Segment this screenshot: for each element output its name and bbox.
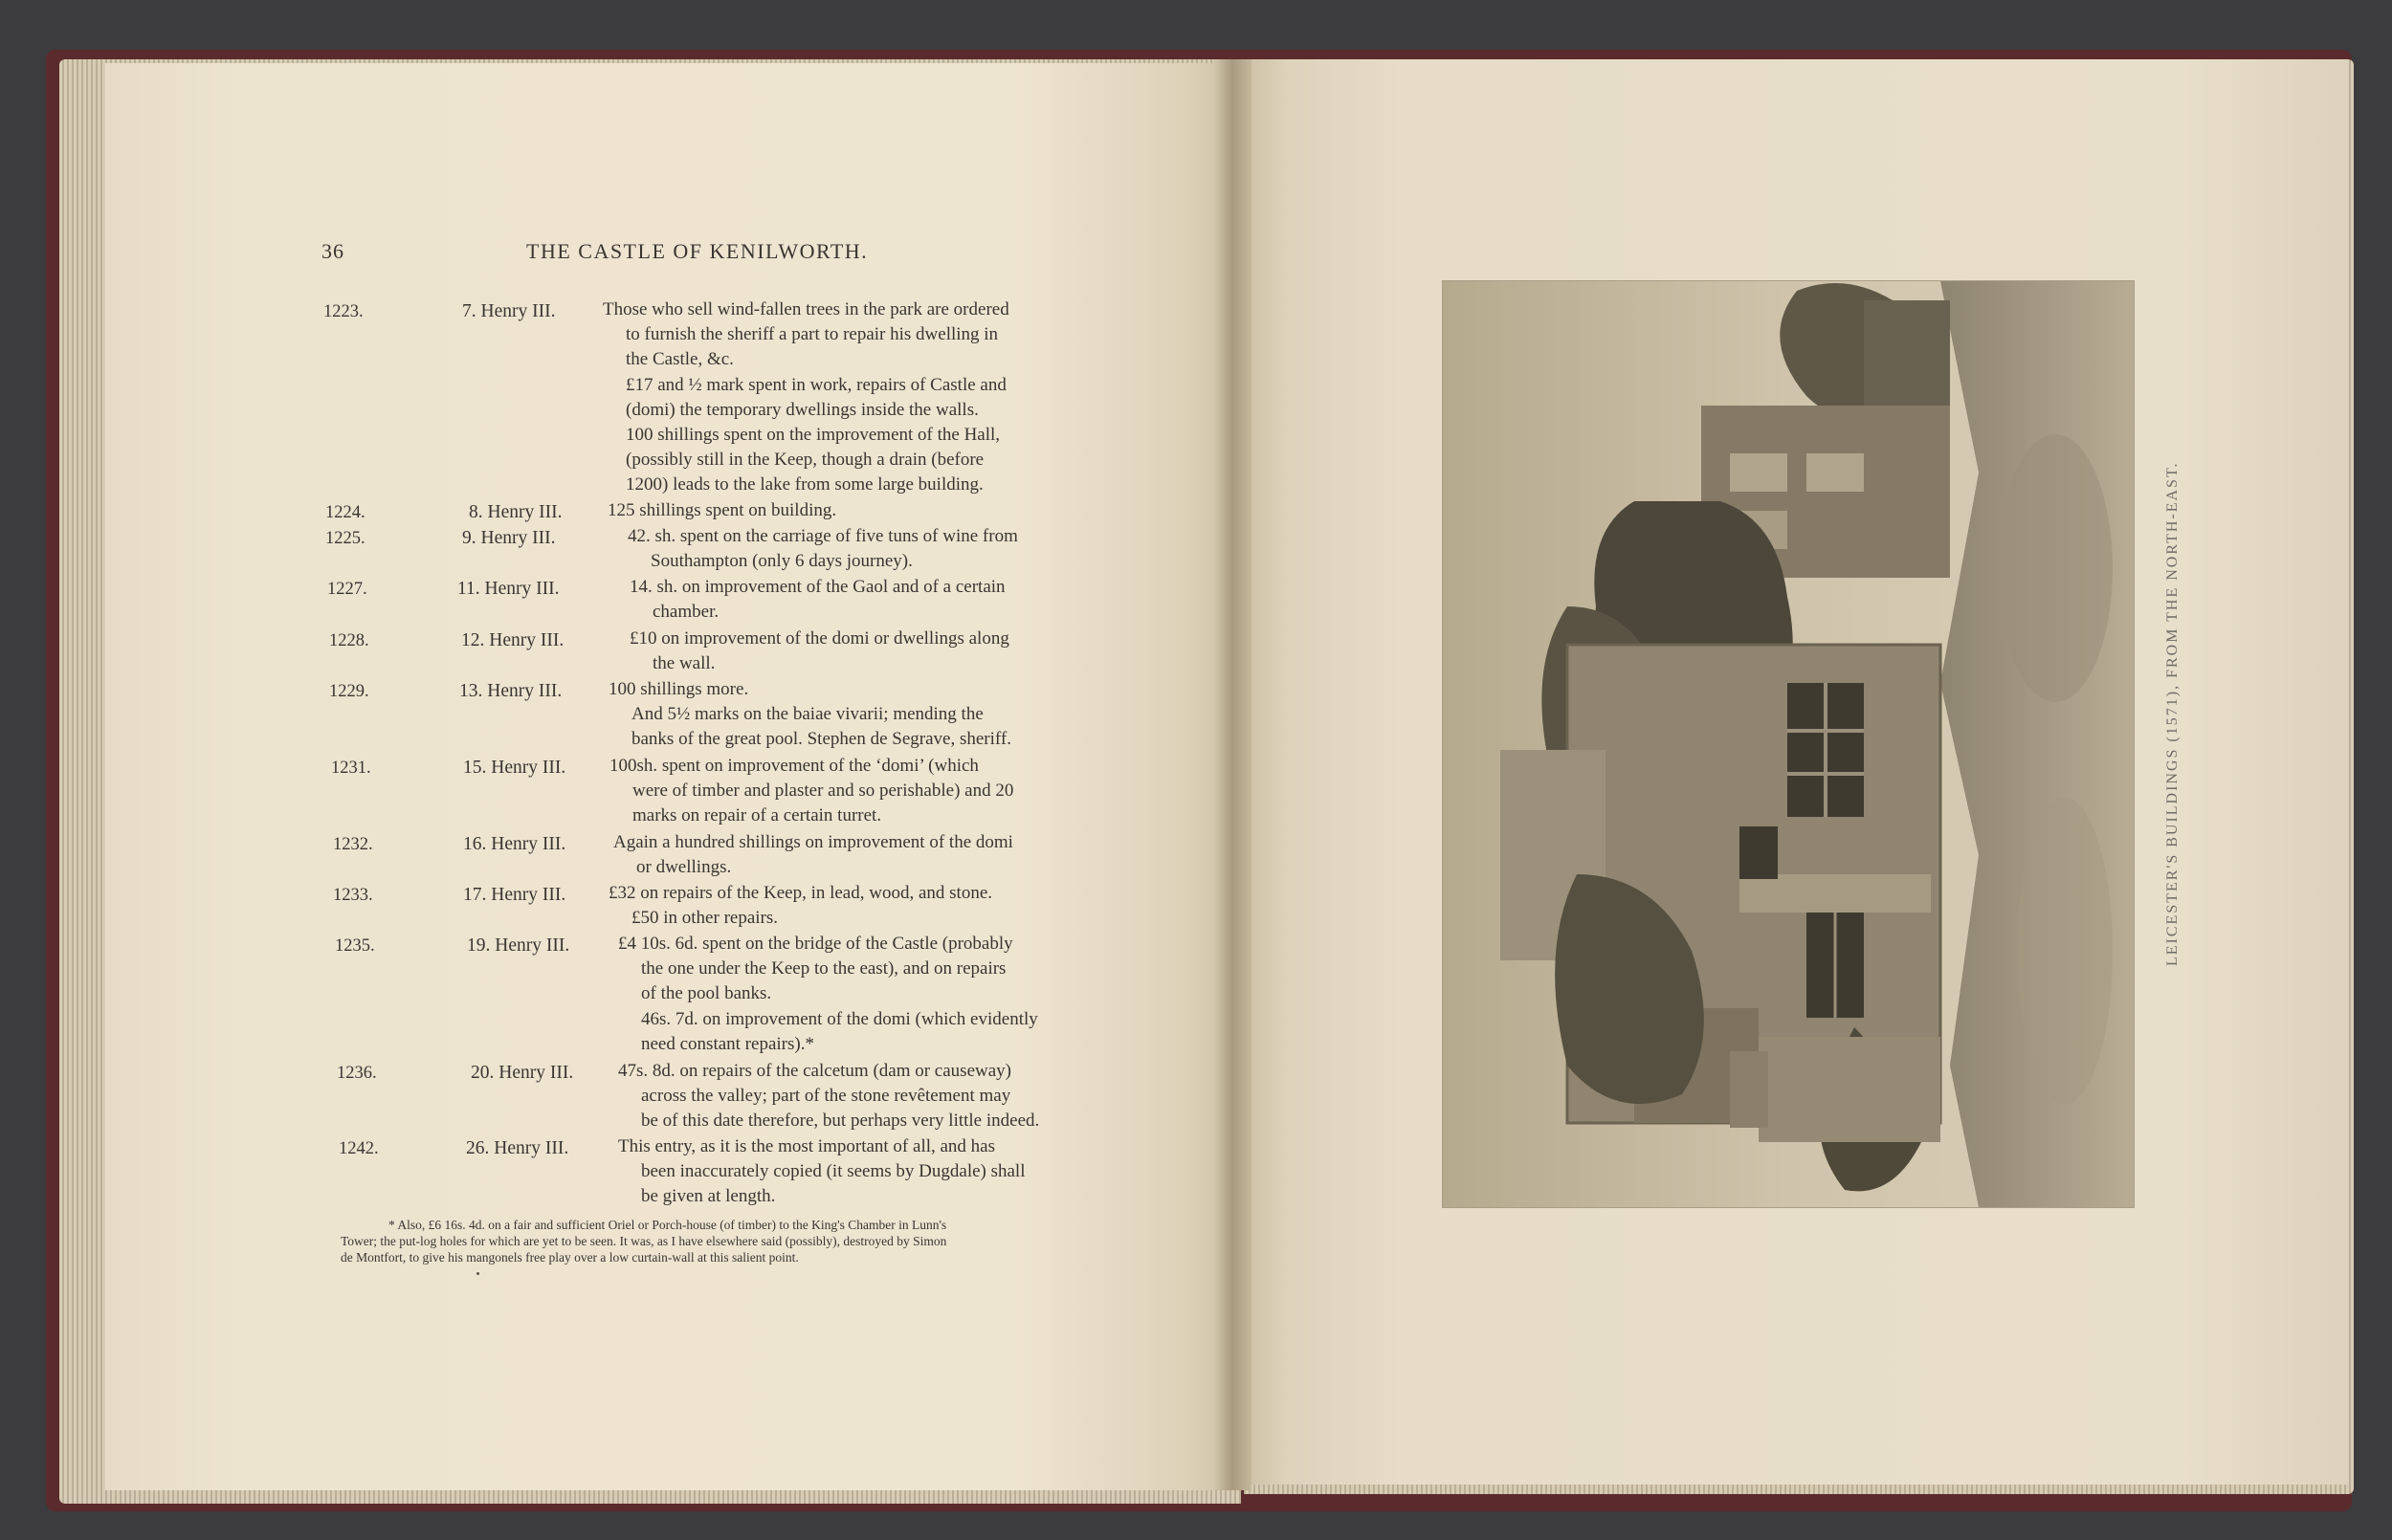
entry-year: 1227.: [327, 580, 367, 599]
entry-text-line: be given at length.: [641, 1186, 776, 1207]
tower: [1759, 1037, 1940, 1142]
entry-text-line: marks on repair of a certain turret.: [632, 805, 882, 826]
book-gutter: [1213, 59, 1251, 1490]
entry-text-line: be of this date therefore, but perhaps very little indeed.: [641, 1111, 1040, 1132]
entry-text-line: chamber.: [653, 602, 720, 623]
entry-text-line: (possibly still in the Keep, though a drain (before: [626, 450, 985, 471]
entry-text-line: 14. sh. on improvement of the Gaol and of a certain: [630, 577, 1006, 597]
entry-text-line: £50 in other repairs.: [631, 908, 779, 929]
window: [1739, 826, 1778, 879]
entry-text-line: Again a hundred shillings on improvement of the domi: [613, 832, 1013, 852]
entry-text-line: across the valley; part of the stone revêtement may: [641, 1086, 1011, 1107]
entry-year: 1228.: [329, 631, 369, 650]
entry-year: 1229.: [329, 682, 369, 701]
entry-regnal-year: 7. Henry III.: [462, 301, 556, 321]
entry-regnal-year: 16. Henry III.: [463, 834, 566, 854]
entry-regnal-year: 9. Henry III.: [462, 528, 556, 548]
entry-text-line: the wall.: [653, 653, 716, 674]
entry-text-line: 100sh. spent on improvement of the ‘domi’ (which: [609, 756, 979, 776]
footnote-line: * Also, £6 16s. 4d. on a fair and sufficient Oriel or Porch-house (of timber) to the King's Chamber in Lunn's: [388, 1218, 947, 1232]
entry-regnal-year: 8. Henry III.: [469, 502, 563, 522]
entry-text-line: banks of the great pool. Stephen de Segrave, sheriff.: [631, 729, 1011, 750]
entry-text-line: been inaccurately copied (it seems by Dugdale) shall: [641, 1161, 1026, 1182]
entry-year: 1225.: [325, 529, 365, 548]
entry-text-line: the one under the Keep to the east), and on repairs: [641, 958, 1007, 979]
entry-text-line: 100 shillings more.: [609, 679, 749, 699]
entry-text-line: 46s. 7d. on improvement of the domi (which evidently: [641, 1008, 1038, 1029]
plate-caption: LEICESTER'S BUILDINGS (1571), FROM THE NORTH-EAST.: [2164, 461, 2181, 966]
entry-text-line: £32 on repairs of the Keep, in lead, wood, and stone.: [609, 883, 993, 903]
entry-regnal-year: 15. Henry III.: [463, 758, 566, 778]
entry-text-line: of the pool banks.: [641, 983, 772, 1004]
entry-text-line: need constant repairs).*: [641, 1033, 814, 1054]
entry-text-line: Southampton (only 6 days journey).: [651, 551, 913, 572]
pen-mark: [476, 1272, 479, 1275]
entry-text-line: £17 and ½ mark spent in work, repairs of Castle and: [626, 374, 1007, 395]
entry-year: 1235.: [335, 936, 375, 956]
left-page: [105, 63, 1244, 1490]
footnote-line: Tower; the put-log holes for which are yet to be seen. It was, as I have elsewhere said (possibly), destroyed by Simon: [341, 1234, 947, 1248]
entry-year: 1224.: [325, 503, 365, 522]
entry-text-line: 125 shillings spent on building.: [608, 500, 837, 520]
show-through-text: [1619, 237, 1626, 259]
entry-text-line: £4 10s. 6d. spent on the bridge of the Castle (probably: [618, 934, 1013, 954]
entry-regnal-year: 17. Henry III.: [463, 885, 566, 905]
entry-year: 1233.: [333, 886, 373, 905]
entry-text-line: £10 on improvement of the domi or dwellings along: [630, 628, 1009, 649]
entry-text-line: 47s. 8d. on repairs of the calcetum (dam or causeway): [618, 1061, 1011, 1081]
entry-year: 1231.: [331, 759, 371, 778]
footnote-line: de Montfort, to give his mangonels free play over a low curtain-wall at this salient point.: [341, 1250, 799, 1265]
page-number: 36: [321, 239, 344, 263]
entry-text-line: 42. sh. spent on the carriage of five tuns of wine from: [628, 526, 1018, 546]
entry-text-line: And 5½ marks on the baiae vivarii; mending the: [631, 704, 984, 725]
entry-year: 1242.: [339, 1139, 379, 1158]
entry-text-line: or dwellings.: [636, 857, 732, 878]
entry-text-line: were of timber and plaster and so perishable) and 20: [632, 781, 1014, 802]
entry-regnal-year: 26. Henry III.: [466, 1138, 569, 1158]
entry-text-line: Those who sell wind-fallen trees in the park are ordered: [603, 299, 1009, 319]
entry-regnal-year: 12. Henry III.: [461, 630, 565, 650]
entry-regnal-year: 20. Henry III.: [471, 1063, 574, 1083]
entry-text-line: 1200) leads to the lake from some large building.: [626, 474, 984, 495]
entry-regnal-year: 11. Henry III.: [457, 579, 560, 599]
entry-regnal-year: 19. Henry III.: [467, 935, 570, 956]
running-title: THE CASTLE OF KENILWORTH.: [526, 239, 869, 263]
ruin-photograph: [1443, 281, 2134, 1207]
entry-year: 1236.: [337, 1064, 377, 1083]
photo-plate: [1443, 281, 2134, 1207]
entry-year: 1223.: [323, 302, 364, 321]
entry-regnal-year: 13. Henry III.: [459, 681, 563, 701]
entry-text-line: (domi) the temporary dwellings inside the walls.: [626, 399, 979, 420]
entry-text-line: 100 shillings spent on the improvement of the Hall,: [626, 425, 1001, 445]
entry-text-line: This entry, as it is the most important of all, and has: [618, 1136, 996, 1156]
entry-text-line: to furnish the sheriff a part to repair his dwelling in: [626, 324, 999, 345]
entry-text-line: the Castle, &c.: [626, 349, 734, 370]
entry-year: 1232.: [333, 835, 373, 854]
